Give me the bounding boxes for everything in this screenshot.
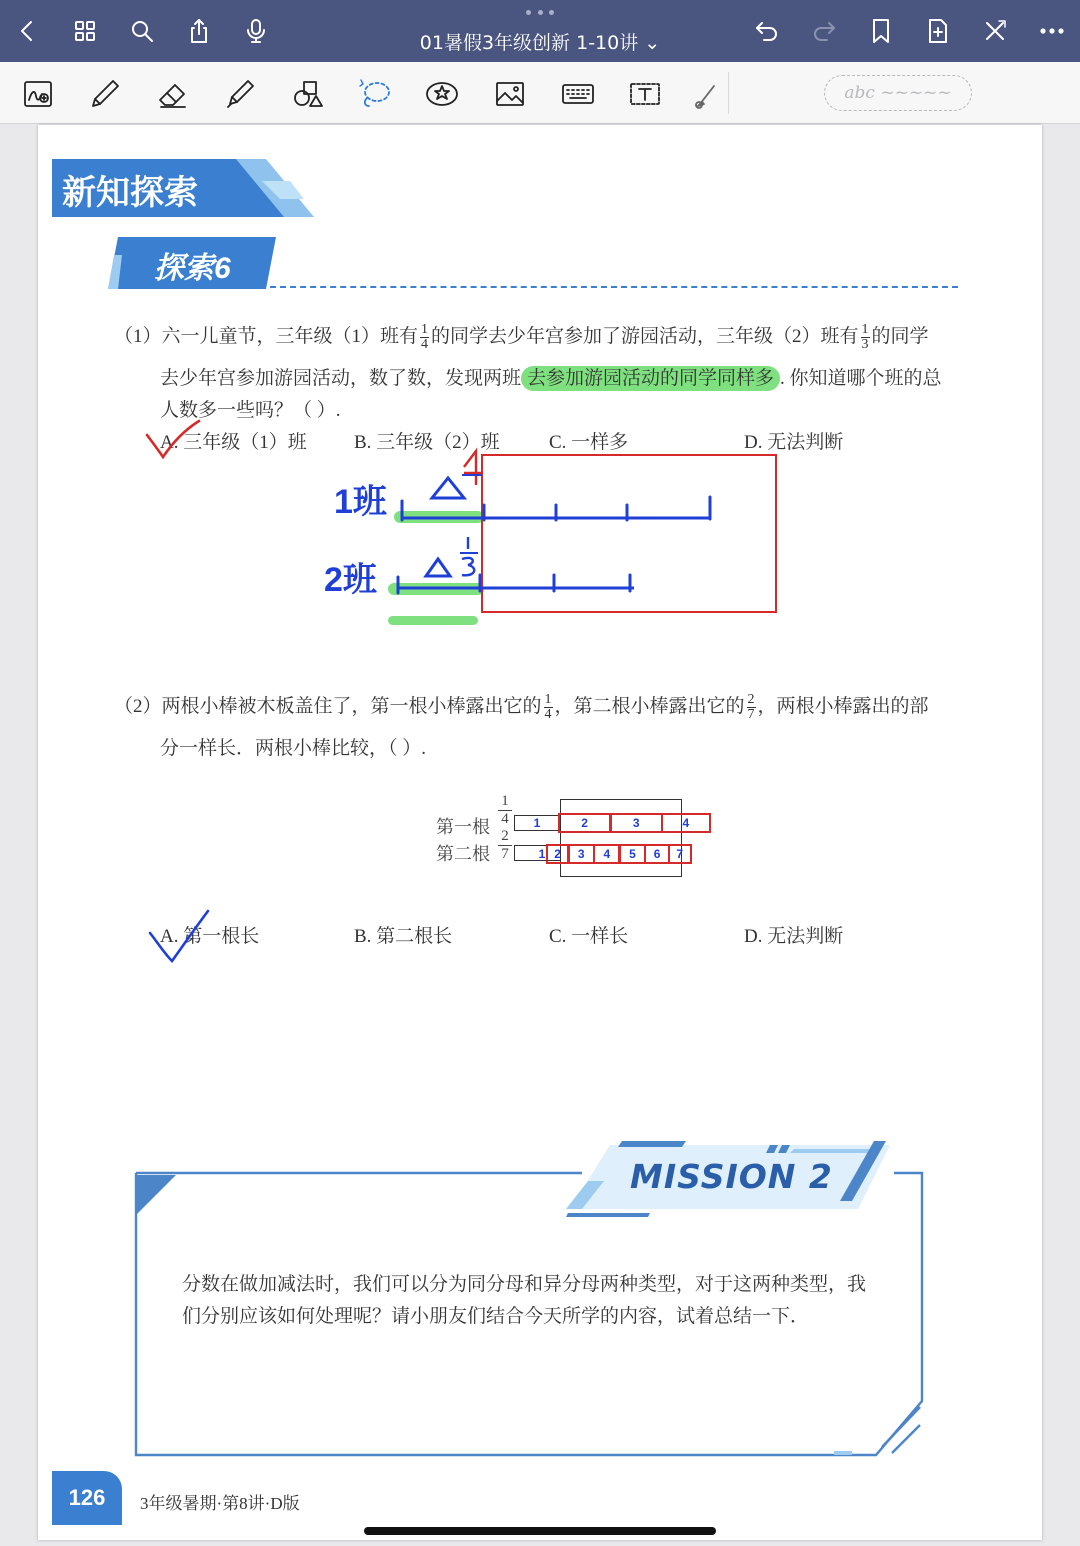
stick1-segment: 4 [661, 813, 711, 833]
q2-line-1 [114, 691, 929, 722]
toolbar-divider [728, 72, 729, 114]
eraser-tool-icon[interactable] [153, 74, 193, 114]
q1-text-b: 的同学去少年宫参加了游园活动，三年级（2）班有 [431, 326, 859, 347]
document-title[interactable]: 01暑假3年级创新 1-10讲 ⌄ [419, 32, 661, 54]
close-icon[interactable] [976, 12, 1014, 50]
q2-text-b: ，第二根小棒露出它的 [554, 696, 745, 717]
q1-ink-class2: 2班 [324, 561, 377, 599]
stick2-frac-den: 7 [498, 845, 512, 863]
stick2-frac-num: 2 [501, 828, 509, 844]
stick1-segment: 2 [558, 813, 612, 833]
multitask-grabber[interactable] [526, 10, 554, 16]
q2-text-a: （2）两根小棒被木板盖住了，第一根小棒露出它的 [114, 696, 542, 717]
highlighter-tool-icon[interactable] [220, 74, 260, 114]
laser-pointer-icon[interactable] [686, 74, 726, 114]
q1-text-a: （1）六一儿童节，三年级（1）班有 [114, 326, 419, 347]
redo-icon[interactable] [805, 12, 843, 50]
stick1-segment: 3 [609, 813, 663, 833]
add-page-icon[interactable] [919, 12, 957, 50]
stick2-segment: 6 [644, 844, 670, 864]
q1-frac1-den: 4 [421, 337, 429, 353]
q1-line-2 [160, 363, 942, 390]
explore-banner-title: 探索6 [154, 252, 231, 285]
q1-text-c: 的同学 [871, 326, 929, 347]
page-number-badge: 126 [52, 1471, 122, 1525]
stick1-frac-den: 4 [498, 810, 512, 828]
q1-frac1-num: 1 [421, 322, 429, 338]
q2-option-c: C. 一样长 [549, 926, 629, 947]
handwriting-input-field[interactable]: abc ~~~~~ [824, 75, 972, 111]
q1-ink-diagram [278, 445, 798, 625]
stick1-segment: 1 [533, 816, 541, 830]
q1-text-d: 去少年宫参加游园活动，数了数，发现两班 [160, 368, 522, 389]
section-banner-title: 新知探索 [62, 174, 198, 212]
stick1-label: 第一根 [436, 817, 490, 837]
pen-tool-icon[interactable] [85, 74, 125, 114]
q2-frac1-num: 1 [544, 692, 552, 708]
q2-fraction-1 [544, 693, 553, 722]
q2-fraction-2 [747, 693, 756, 722]
stick2-ink-segments [536, 844, 696, 864]
zoom-tool-icon[interactable] [18, 74, 58, 114]
q1-fraction-2 [861, 323, 870, 352]
q1-ink-class1: 1班 [334, 483, 387, 521]
q2-line-2: 分一样长．两根小棒比较，（ ）. [160, 738, 427, 759]
q1-option-d: D. 无法判断 [744, 432, 844, 453]
q1-option-a: A. 三年级（1）班 [160, 432, 307, 453]
q1-text-e: . 你知道哪个班的总 [780, 368, 942, 389]
stick1-ink-segments [514, 813, 718, 833]
q2-text-c: ，两根小棒露出的部 [757, 696, 929, 717]
stick2-segment: 5 [618, 844, 646, 864]
shapes-tool-icon[interactable] [288, 74, 328, 114]
image-tool-icon[interactable] [490, 74, 530, 114]
home-indicator[interactable] [364, 1527, 716, 1535]
q2-option-a: A. 第一根长 [160, 926, 260, 947]
bookmark-icon[interactable] [862, 12, 900, 50]
stick2-label: 第二根 [436, 844, 490, 864]
more-icon[interactable] [1033, 12, 1071, 50]
lasso-tool-icon[interactable] [355, 74, 395, 114]
q2-checkmark-ink [144, 907, 214, 965]
dotted-divider [270, 286, 958, 288]
keyboard-tool-icon[interactable] [558, 74, 598, 114]
app-top-bar [0, 0, 1080, 62]
q1-checkmark-ink [143, 417, 203, 461]
document-page[interactable] [38, 125, 1042, 1540]
stick2-segment: 1 [538, 847, 546, 861]
q1-line-1 [114, 321, 929, 352]
q2-frac2-num: 2 [747, 692, 755, 708]
mission-text-line-2: 们分别应该如何处理呢？请小朋友们结合今天所学的内容，试着总结一下． [182, 1306, 810, 1327]
mission-title: MISSION 2 [630, 1157, 833, 1196]
q2-frac1-den: 4 [544, 707, 552, 723]
q1-frac2-den: 3 [861, 337, 869, 353]
sticker-tool-icon[interactable] [422, 74, 462, 114]
q1-option-c: C. 一样多 [549, 432, 629, 453]
undo-icon[interactable] [748, 12, 786, 50]
mission-text-line-1: 分数在做加减法时，我们可以分为同分母和异分母两种类型，对于这两种类型，我 [182, 1274, 867, 1295]
text-tool-icon[interactable] [625, 74, 665, 114]
q1-frac2-num: 1 [861, 322, 869, 338]
book-label: 3年级暑期·第8讲·D版 [140, 1494, 300, 1513]
drawing-toolbar [0, 62, 1080, 124]
q2-option-d: D. 无法判断 [744, 926, 844, 947]
q1-highlighted-text: 去参加游园活动的同学同样多 [521, 366, 780, 391]
wooden-board [560, 799, 682, 877]
stick-fractions [498, 793, 512, 863]
stick1-frac-num: 1 [501, 793, 509, 809]
q1-fraction-1 [420, 323, 429, 352]
stick2-segment: 2 [546, 844, 570, 864]
q2-frac2-den: 7 [747, 707, 755, 723]
stick2-segment: 7 [668, 844, 692, 864]
stick2-segment: 4 [593, 844, 621, 864]
q1-line-3: 人数多一些吗？（ ）. [160, 400, 341, 421]
q1-option-b: B. 三年级（2）班 [354, 432, 500, 453]
q2-option-b: B. 第二根长 [354, 926, 453, 947]
stick2-segment: 3 [567, 844, 595, 864]
